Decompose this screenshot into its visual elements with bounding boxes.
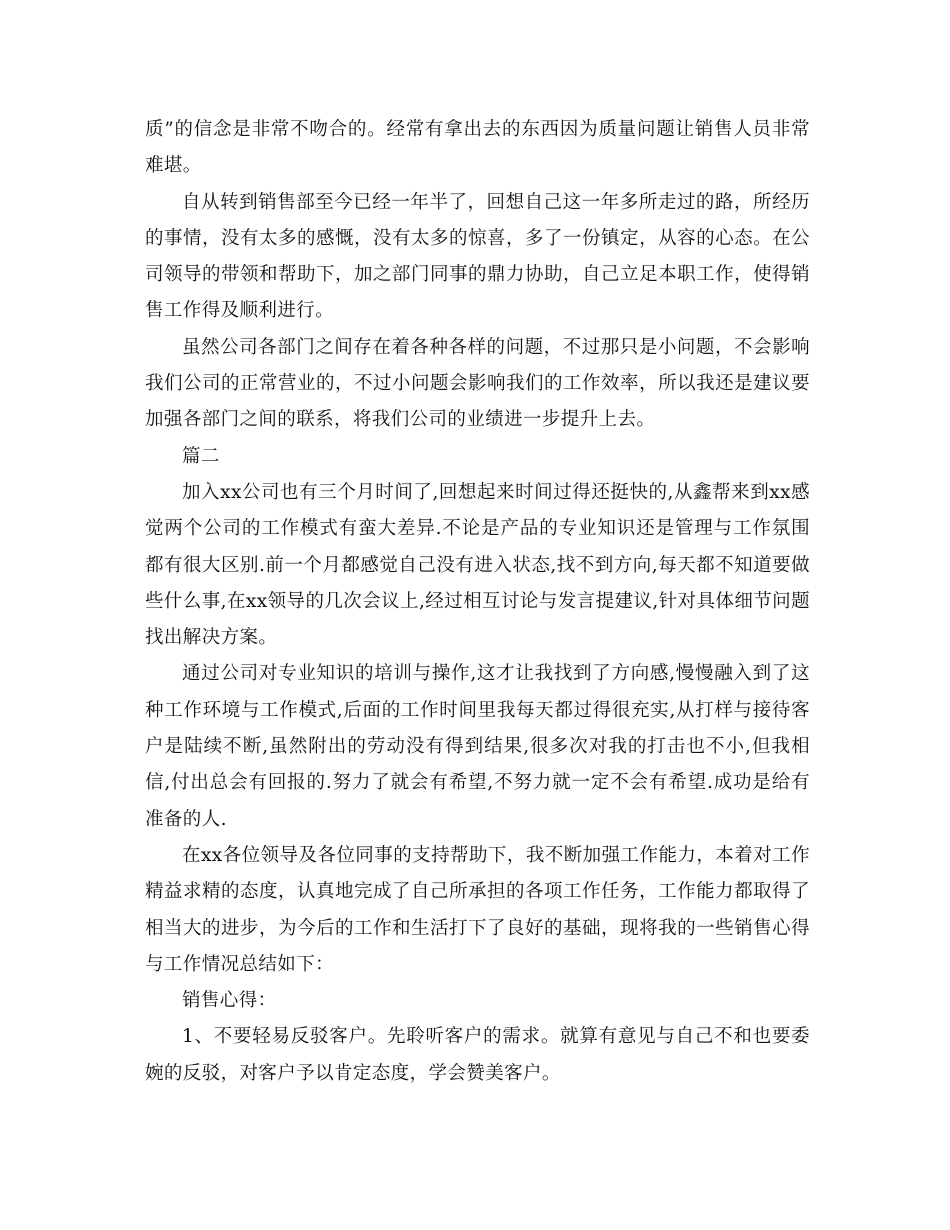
section-heading: 篇二 (182, 445, 220, 467)
paragraph: 在xx各位领导及各位同事的支持帮助下，我不断加强工作能力，本着对工作精益求精的态度，认真地完成了自己所承担的各项工作任务，工作能力都取得了相当大的进步，为今后的工作和生活打下了良好的基础，现将我的一些销售心得与工作情况总结如下： (145, 844, 810, 975)
paragraph: 质”的信念是非常不吻合的。经常有拿出去的东西因为质量问题让销售人员非常难堪。 (145, 119, 810, 177)
list-item: 1、不要轻易反驳客户。先聆听客户的需求。就算有意见与自己不和也要委婉的反驳，对客户予以肯定态度，学会赞美客户。 (145, 1026, 810, 1084)
paragraph: 虽然公司各部门之间存在着各种各样的问题，不过那只是小问题，不会影响我们公司的正常营业的，不过小问题会影响我们的工作效率，所以我还是建议要加强各部门之间的联系，将我们公司的业绩进一步提升上去。 (145, 336, 810, 431)
paragraph: 自从转到销售部至今已经一年半了，回想自己这一年多所走过的路，所经历的事情，没有太多的感慨，没有太多的惊喜，多了一份镇定，从容的心态。在公司领导的带领和帮助下，加之部门同事的鼎力协助，自己立足本职工作，使得销售工作得及顺利进行。 (145, 191, 810, 322)
paragraph: 通过公司对专业知识的培训与操作,这才让我找到了方向感,慢慢融入到了这种工作环境与工作模式,后面的工作时间里我每天都过得很充实,从打样与接待客户是陆续不断,虽然附出的劳动没有得到结果,很多次对我的打击也不小,但我相信,付出总会有回报的.努力了就会有希望,不努力就一定不会有希望.成功是给有准备的人. (145, 663, 810, 830)
subsection-heading: 销售心得： (182, 990, 277, 1012)
document-page (145, 112, 810, 1092)
paragraph: 加入xx公司也有三个月时间了,回想起来时间过得还挺快的,从鑫帮来到xx感觉两个公司的工作模式有蛮大差异.不论是产品的专业知识还是管理与工作氛围都有很大区别.前一个月都感觉自己没有进入状态,找不到方向,每天都不知道要做些什么事,在xx领导的几次会议上,经过相互讨论与发言提建议,针对具体细节问题找出解决方案。 (145, 481, 810, 649)
